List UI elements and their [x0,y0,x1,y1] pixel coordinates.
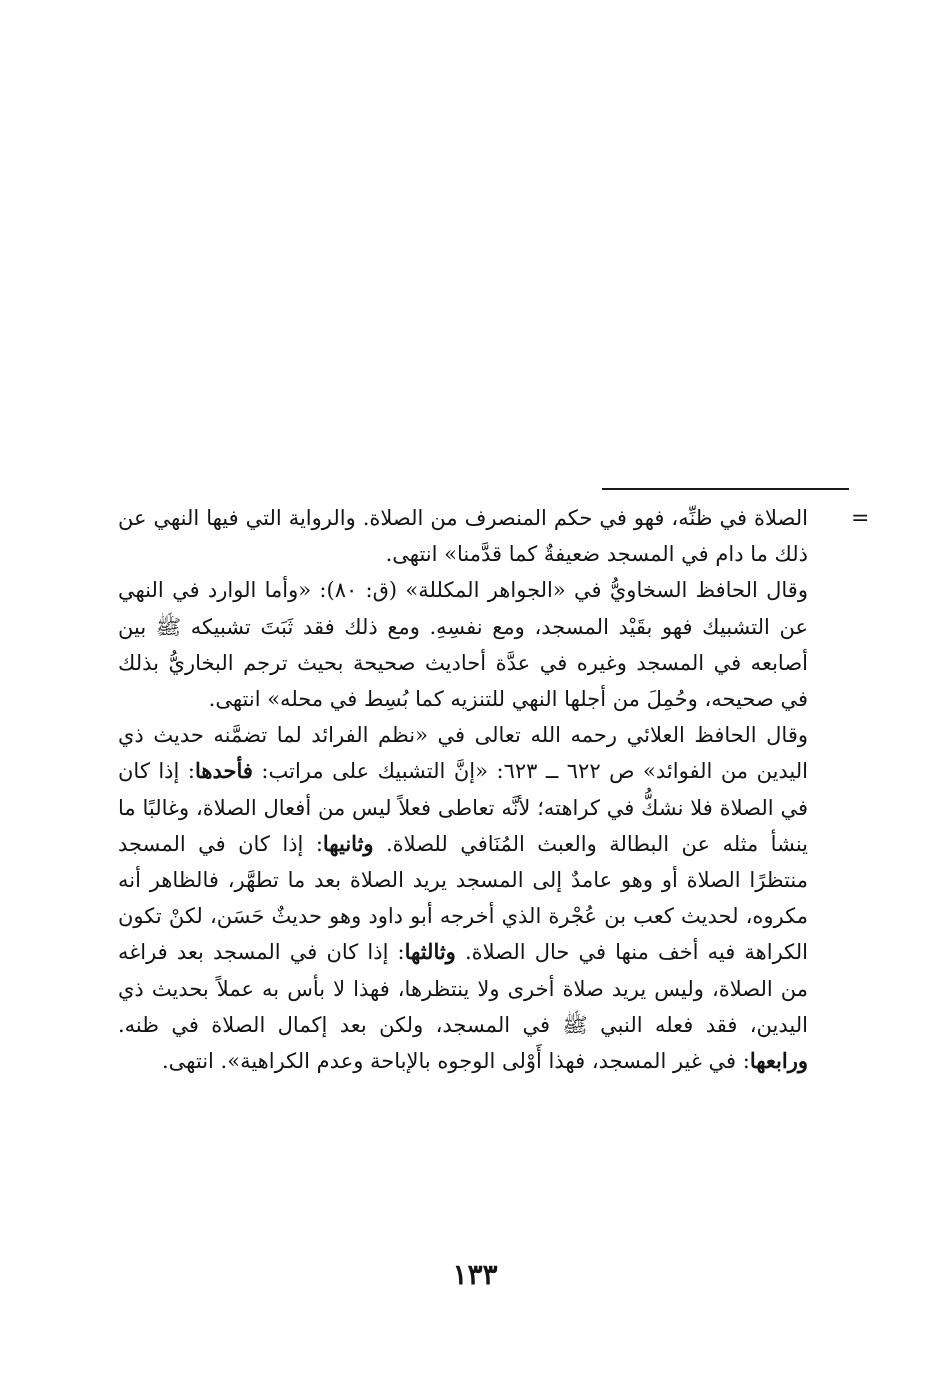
rank-heading-first: فأحدها [194,758,253,784]
rank-heading-fourth: ورابعها [749,1048,808,1074]
rank-heading-third: وثالثها [404,939,456,965]
paragraph-3-part: وقال الحافظ العلائي رحمه الله تعالى في «نظم الفرائد لما تضمَّنه حديث ذي اليدين من الفوائد» ص ٦٢٢ ــ ٦٢٣: «إنَّ التشبيك على مراتب: [118,723,809,784]
footnote-paragraph-3 [118,717,808,1079]
paragraph-3-part: : في غير المسجد، فهذا أَوْلى الوجوه بالإباحة وعدم الكراهية». انتهى. [162,1049,750,1074]
rank-heading-second: وثانيها [322,830,374,856]
paragraph-3-part: : إذا كان في المسجد منتظرًا الصلاة أو وهو عامدٌ إلى المسجد يريد الصلاة بعد ما تطهَّر، فالظاهر أنه مكروه، لحديث كعب بن عُجْرة الذي أخرجه أبو داود وهو حديثٌ حَسَن، لكنْ تكون الكراهة فيه أخف منها في حال الصلاة. [118,831,808,965]
page-number: ١٣٣ [452,1258,498,1291]
footnote-text [118,500,808,1079]
footnote-continuation-mark: = [851,506,870,531]
footnote-paragraph-2: وقال الحافظ السخاويُّ في «الجواهر المكللة» (ق: ٨٠): «وأما الوارد في النهي عن التشبيك فهو بقَيْد المسجد، ومع نفسِهِ. ومع ذلك فقد ثَبَتَ تشبيكه ﷺ بين أصابعه في المسجد وغيره في عدَّة أحاديث صحيحة بحيث ترجم البخاريُّ بذلك في صحيحه، وحُمِلَ من أجلها النهي للتنزيه كما بُسِط في محله» انتهى. [118,578,808,712]
footnote-separator-rule [602,488,849,490]
paragraph-3-part: : إذا كان في المسجد بعد فراغه من الصلاة، وليس يريد صلاة أخرى ولا ينتظرها، فهذا لا بأس به عملاً بحديث ذي اليدين، فقد فعله النبي ﷺ في المسجد، ولكن بعد إكمال الصلاة في ظنه. [118,940,808,1037]
footnote-paragraph-1: الصلاة في ظنِّه، فهو في حكم المنصرف من الصلاة. والرواية التي فيها النهي عن ذلك ما دام في المسجد ضعيفةٌ كما قدَّمنا» انتهى. [118,506,808,567]
paragraph-3-part: : إذا كان في الصلاة فلا نشكُّ في كراهته؛ لأنَّه تعاطى فعلاً ليس من أفعال الصلاة، وغالبًا ما ينشأ مثله عن البطالة والعبث المُنَافي للصلاة. [118,759,809,856]
